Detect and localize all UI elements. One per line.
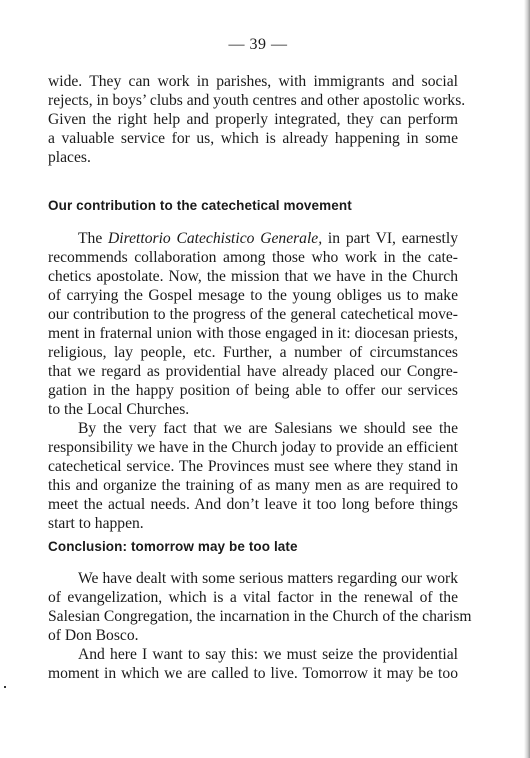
paragraph-catechetical-1 (48, 229, 458, 419)
text-line: gation in the happy position of being able to offer our services (48, 382, 458, 399)
text-run: The (78, 230, 109, 247)
text-line: wide. They can work in parishes, with immigrants and social (48, 73, 458, 90)
text-line: of carrying the Gospel mesage to the young obliges us to make (48, 287, 458, 304)
text-line: that we regard as providential have already placed our Congre- (48, 363, 458, 380)
text-line: this and organize the training of as many men as are required to (48, 477, 458, 494)
text-line: of Don Bosco. (48, 627, 139, 644)
page-edge-shadow (524, 0, 530, 758)
text-line: start to happen. (48, 515, 144, 532)
text-line: our contribution to the progress of the general catechetical move- (48, 306, 458, 323)
text-run: in part VI, earnestly (322, 230, 458, 247)
text-line: Salesian Congregation, the incarnation in the Church of the charism (48, 608, 472, 625)
paragraph-catechetical-2 (48, 419, 458, 533)
text-line: of evangelization, which is a vital factor in the renewal of the (48, 589, 458, 606)
text-line: We have dealt with some serious matters regarding our work (78, 570, 458, 587)
page-number: — 39 — (228, 36, 288, 53)
text-line: And here I want to say this: we must seize the providential (78, 646, 458, 663)
document-title-italic: Direttorio Catechistico Generale, (108, 230, 323, 247)
paragraph-conclusion-2 (48, 645, 458, 683)
text-line: rejects, in boys’ clubs and youth centres and other apostolic works. (48, 92, 466, 109)
text-line: Given the right help and properly integrated, they can perform (48, 111, 458, 128)
text-line: meet the actual needs. And don’t leave it too long before things (48, 496, 458, 513)
text-line: catechetical service. The Provinces must see where they stand in (48, 458, 458, 475)
text-line: ment in fraternal union with those engaged in it: diocesan priests, (48, 325, 458, 342)
text-line: moment in which we are called to live. Tomorrow it may be too (48, 665, 458, 682)
text-line: places. (48, 149, 91, 166)
text-line: religious, lay people, etc. Further, a number of circumstances (48, 344, 458, 361)
paragraph-opening (48, 72, 466, 167)
text-line (48, 229, 458, 248)
text-line: By the very fact that we are Salesians we should see the (78, 420, 458, 437)
text-line: to the Local Churches. (48, 401, 190, 418)
text-line: recommends collaboration among those who work in the cate- (48, 249, 458, 266)
section-heading-conclusion: Conclusion: tomorrow may be too late (48, 539, 298, 554)
margin-speck (4, 686, 6, 688)
paragraph-conclusion-1 (48, 569, 472, 645)
section-heading-catechetical: Our contribution to the catechetical movement (48, 198, 352, 213)
text-line: a valuable service for us, which is already happening in some (48, 130, 458, 147)
text-line: responsibility we have in the Church joday to provide an efficient (48, 439, 458, 456)
text-line: chetics apostolate. Now, the mission that we have in the Church (48, 268, 458, 285)
